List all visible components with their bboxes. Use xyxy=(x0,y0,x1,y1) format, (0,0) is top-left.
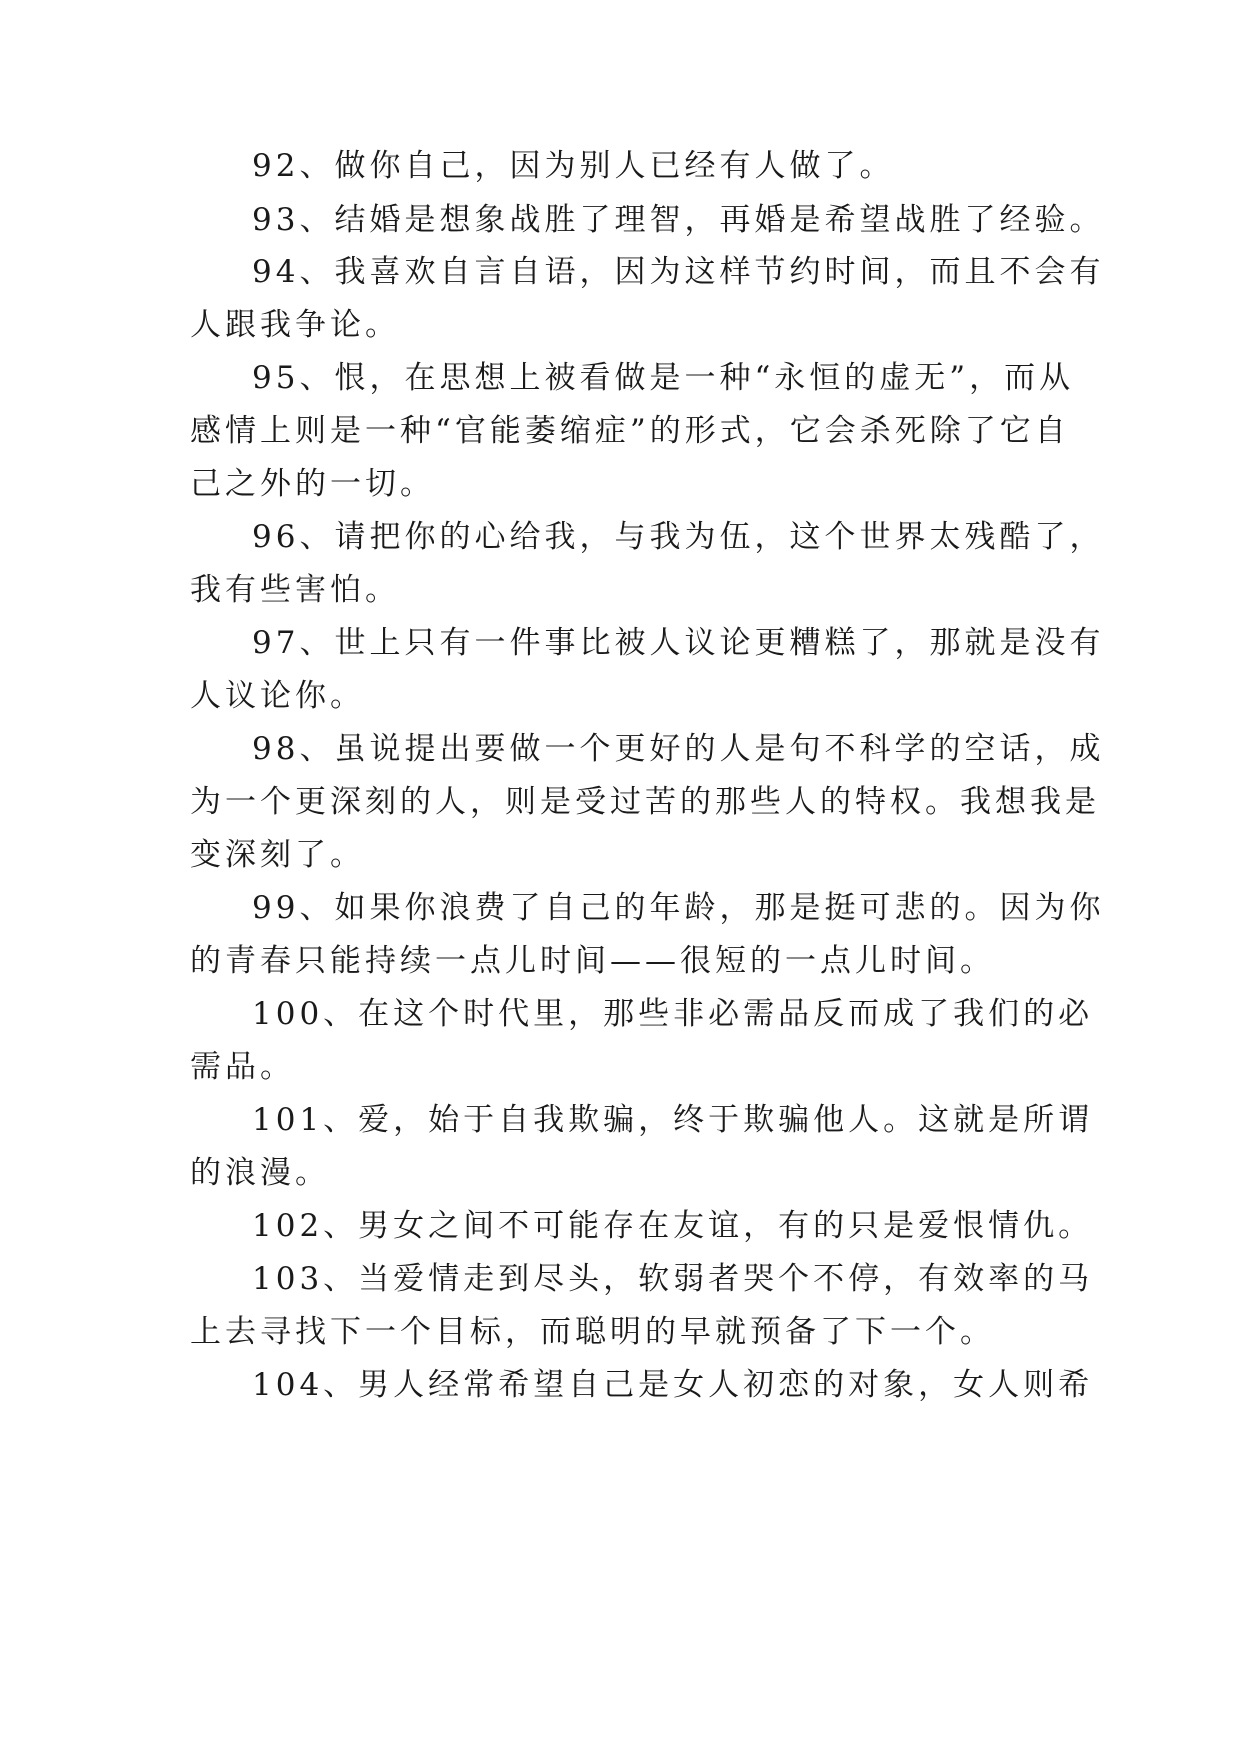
text-line: 人议论你。 xyxy=(190,678,365,714)
text-line: 99、如果你浪费了自己的年龄，那是挺可悲的。因为你 xyxy=(252,890,1105,926)
text-line: 感情上则是一种“官能萎缩症”的形式，它会杀死除了它自 xyxy=(190,413,1070,449)
text-line: 上去寻找下一个目标，而聪明的早就预备了下一个。 xyxy=(190,1314,995,1350)
text-line: 变深刻了。 xyxy=(190,837,365,873)
text-line: 我有些害怕。 xyxy=(190,572,400,608)
text-line: 的青春只能持续一点儿时间——很短的一点儿时间。 xyxy=(190,943,995,979)
text-line: 93、结婚是想象战胜了理智，再婚是希望战胜了经验。 xyxy=(252,202,1105,238)
text-line: 104、男人经常希望自己是女人初恋的对象，女人则希 xyxy=(252,1367,1094,1403)
text-line: 94、我喜欢自言自语，因为这样节约时间，而且不会有 xyxy=(252,254,1105,290)
text-line: 为一个更深刻的人，则是受过苦的那些人的特权。我想我是 xyxy=(190,784,1100,820)
text-line: 98、虽说提出要做一个更好的人是句不科学的空话，成 xyxy=(252,731,1105,767)
text-line: 95、恨，在思想上被看做是一种“永恒的虚无”，而从 xyxy=(252,360,1075,396)
text-line: 100、在这个时代里，那些非必需品反而成了我们的必 xyxy=(252,996,1094,1032)
text-line: 的浪漫。 xyxy=(190,1155,330,1191)
text-line: 人跟我争论。 xyxy=(190,307,400,343)
text-line: 己之外的一切。 xyxy=(190,466,435,502)
text-line: 需品。 xyxy=(190,1049,295,1085)
text-line: 96、请把你的心给我，与我为伍，这个世界太残酷了， xyxy=(252,519,1105,555)
text-line: 103、当爱情走到尽头，软弱者哭个不停，有效率的马 xyxy=(252,1261,1094,1297)
text-line: 97、世上只有一件事比被人议论更糟糕了，那就是没有 xyxy=(252,625,1105,661)
text-line: 101、爱，始于自我欺骗，终于欺骗他人。这就是所谓 xyxy=(252,1102,1094,1138)
text-line: 102、男女之间不可能存在友谊，有的只是爱恨情仇。 xyxy=(252,1208,1094,1244)
text-line: 92、做你自己，因为别人已经有人做了。 xyxy=(252,148,895,184)
